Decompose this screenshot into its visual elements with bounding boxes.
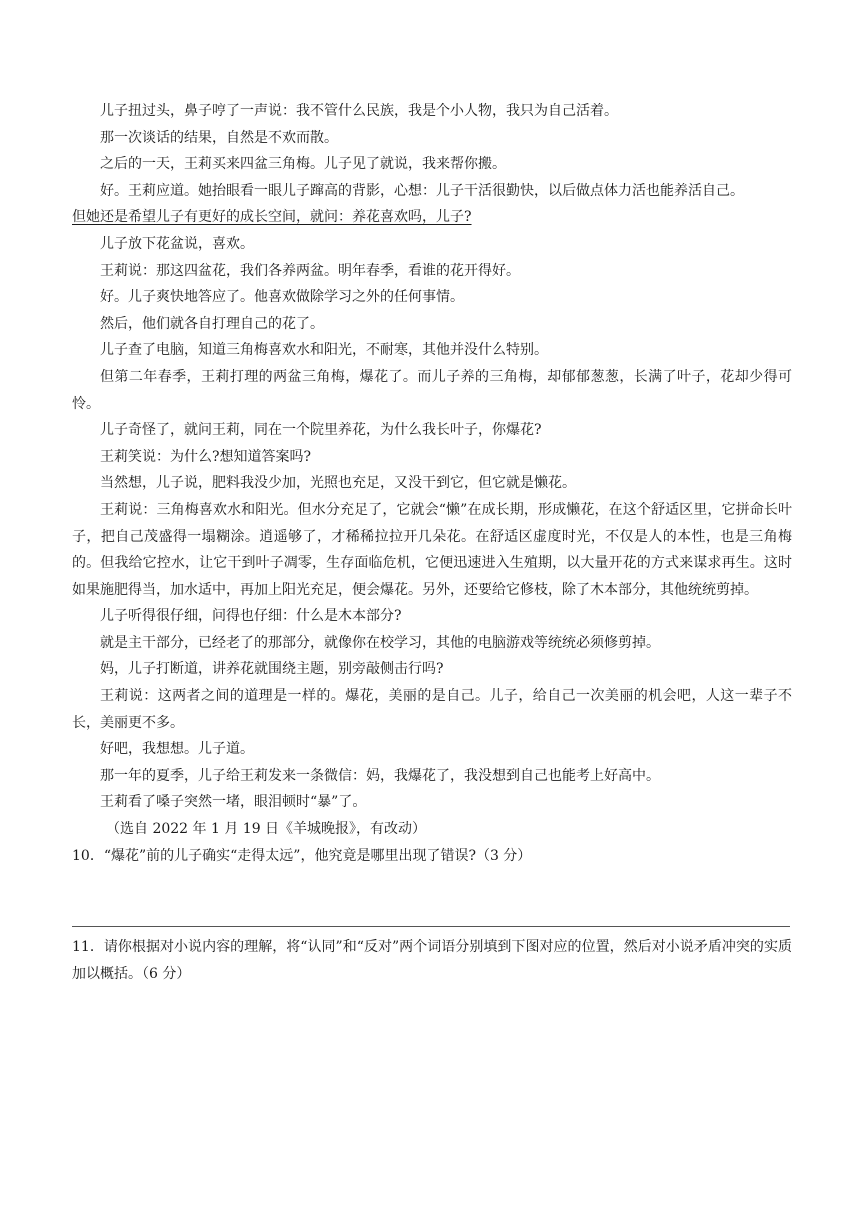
question-11: 11．请你根据对小说内容的理解，将“认同”和“反对”两个词语分别填到下图对应的位置，然后对小说矛盾冲突的实质加以概括。（6 分） bbox=[72, 939, 792, 982]
paragraph: 就是主干部分，已经老了的那部分，就像你在校学习，其他的电脑游戏等统统必须修剪掉。 bbox=[100, 634, 660, 651]
paragraph: 好。王莉应道。她抬眼看一眼儿子蹿高的背影，心想：儿子干活很勤快，以后做点体力活也能养活自己。 bbox=[100, 182, 744, 199]
paragraph: 妈，儿子打断道，讲养花就围绕主题，别旁敲侧击行吗? bbox=[100, 661, 444, 678]
paragraph: 儿子放下花盆说，喜欢。 bbox=[100, 235, 254, 252]
story-body bbox=[72, 98, 792, 869]
paragraph: 儿子扭过头，鼻子哼了一声说：我不管什么民族，我是个小人物，我只为自己活着。 bbox=[100, 103, 618, 119]
paragraph: 之后的一天，王莉买来四盆三角梅。儿子见了就说，我来帮你搬。 bbox=[100, 156, 506, 173]
question-10: 10．“爆花”前的儿子确实“走得太远”，他究竟是哪里出现了错误?（3 分） bbox=[72, 847, 532, 864]
source-citation: （选自 2022 年 1 月 19 日《羊城晚报》，有改动） bbox=[106, 821, 427, 838]
paragraph: 儿子奇怪了，就问王莉，同在一个院里养花，为什么我长叶子，你爆花? bbox=[100, 422, 542, 439]
paragraph: 好吧，我想想。儿子道。 bbox=[100, 741, 254, 758]
underlined-sentence: 但她还是希望儿子有更好的成长空间，就问：养花喜欢吗，儿子? bbox=[72, 209, 472, 226]
paragraph: 那一年的夏季，儿子给王莉发来一条微信：妈，我爆花了，我没想到自己也能考上好高中。 bbox=[100, 767, 660, 784]
paragraph: 儿子听得很仔细，问得也仔细：什么是木本部分? bbox=[100, 608, 402, 625]
paragraph: 但第二年春季，王莉打理的两盆三角梅，爆花了。而儿子养的三角梅，却郁郁葱葱，长满了叶子，花却少得可怜。 bbox=[72, 368, 792, 412]
paragraph: 王莉说：三角梅喜欢水和阳光。但水分充足了，它就会“懒”在成长期，形成懒花，在这个舒适区里，它拼命长叶子，把自己茂盛得一塌糊涂。逍遥够了，才稀稀拉拉开几朵花。在舒适区虚度时光，不仅是人的本性，也是三角梅的。但我给它控水，让它干到叶子凋零，生存面临危机，它便迅速进入生殖期，以大量开花的方式来谋求再生。这时如果施肥得当，加水适中，再加上阳光充足，便会爆花。另外，还要给它修枝，除了木本部分，其他统统剪掉。 bbox=[72, 501, 792, 598]
paragraph: 那一次谈话的结果，自然是不欢而散。 bbox=[100, 129, 338, 146]
paragraph: 当然想，儿子说，肥料我没少加，光照也充足，又没干到它，但它就是懒花。 bbox=[100, 475, 576, 492]
paragraph: 王莉看了嗓子突然一堵，眼泪顿时“暴”了。 bbox=[100, 794, 367, 811]
paragraph: 王莉说：这两者之间的道理是一样的。爆花，美丽的是自己。儿子，给自己一次美丽的机会吧，人这一辈子不长，美丽更不多。 bbox=[72, 688, 792, 731]
paragraph: 王莉说：那这四盆花，我们各养两盆。明年春季，看谁的花开得好。 bbox=[100, 262, 520, 279]
paragraph: 儿子查了电脑，知道三角梅喜欢水和阳光，不耐寒，其他并没什么特别。 bbox=[100, 342, 548, 359]
paragraph: 好。儿子爽快地答应了。他喜欢做除学习之外的任何事情。 bbox=[100, 289, 464, 306]
answer-line bbox=[72, 926, 790, 927]
paragraph: 然后，他们就各自打理自己的花了。 bbox=[100, 315, 324, 332]
paragraph: 王莉笑说：为什么?想知道答案吗? bbox=[100, 448, 312, 465]
